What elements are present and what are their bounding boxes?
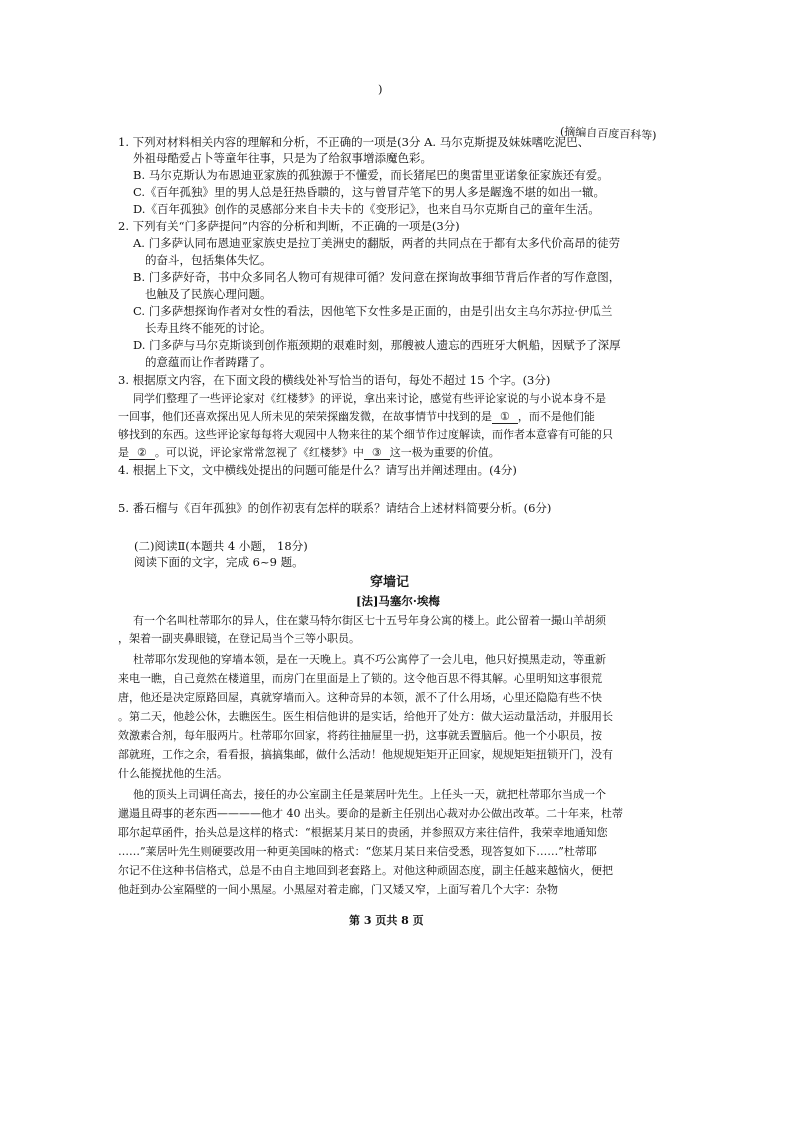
q2-option-c-cont: 长寿且终不能死的讨论。 <box>145 321 272 335</box>
answer-blank-2[interactable]: ② <box>129 446 155 460</box>
page-footer: 第 3 页共 8 页 <box>349 914 424 927</box>
story-line: 他赶到办公室隔壁的一间小黑屋。小黑屋对着走廊，门又矮又窄，上面写着几个大字：杂物 <box>118 883 558 896</box>
q4-stem: 4. 根据上下文，文中横线处提出的问题可能是什么？请写出并阐述理由。(4分) <box>118 463 517 477</box>
q2-option-b-cont: 也触及了民族心理问题。 <box>145 287 272 301</box>
q3-text: 是 <box>118 446 129 459</box>
story-line: 耶尔起草函件，抬头总是这样的格式：“根据某月某日的贵函，并参照双方来往信件，我荣幸地通知您 <box>118 826 608 839</box>
q2-option-c: C. 门多萨想探询作者对女性的看法，因他笔下女性多是正面的，由是引出女主乌尔苏拉·伊瓜兰 <box>133 304 613 318</box>
story-line: 效激素合剂，每年服两片。杜蒂耶尔回家，将药往抽屉里一扔，这事就丢置脑后。他一个小职员，按 <box>118 729 602 742</box>
story-author: [法]马塞尔·埃梅 <box>356 594 440 608</box>
q3-stem: 3. 根据原文内容，在下面文段的横线处补写恰当的语句，每处不超过 15 个字。(3分) <box>118 373 551 387</box>
story-line: 唐，他还是决定原路回屋，真就穿墙而入。这种奇异的本领，派不了什么用场，心里还隐隐有些不快 <box>118 691 602 704</box>
answer-blank-3[interactable]: ③ <box>364 446 390 460</box>
q3-text: 这一极为重要的价值。 <box>389 446 500 459</box>
q2-stem: 2. 下列有关“门多萨提问”内容的分析和判断，不正确的一项是(3分) <box>118 219 460 233</box>
story-line: 杜蒂耶尔发现他的穿墙本领，是在一天晚上。真不巧公寓停了一会儿电，他只好摸黑走动，等重新 <box>133 653 606 666</box>
q3-passage-line-4 <box>118 445 500 460</box>
q2-option-a: A. 门多萨认同布恩迪亚家族史是拉丁美洲史的翻版，两者的共同点在于都有太多代价高昂的徒劳 <box>133 236 621 250</box>
q3-passage-line-1: 同学们整理了一些评论家对《红楼梦》的评说，拿出来讨论，感觉有些评论家说的与小说本身不是 <box>133 392 606 405</box>
story-line: ……”莱居叶先生则硬要改用一种更美国味的格式：“您某月某日来信受悉，现答复如下……”杜蒂耶 <box>118 845 597 858</box>
story-line: 。第二天，他趁公休，去瞧医生。医生相信他讲的是实话，给他开了处方：做大运动量活动，并服用长 <box>118 710 613 723</box>
q3-passage-line-3: 够找到的东西。这些评论家每每将大观园中人物来往的某个细节作过度解读，而作者本意睿有可能的只 <box>118 428 613 441</box>
q1-stem: 1. 下列对材料相关内容的理解和分析，不正确的一项是(3分 A. 马尔克斯提及妹妹嗜吃泥巴、 <box>118 135 590 149</box>
top-mark: ) <box>378 82 383 96</box>
q5-stem: 5. 番石榴与《百年孤独》的创作初衷有怎样的联系？请结合上述材料简要分析。(6分) <box>118 501 552 515</box>
q1-option-b: B. 马尔克斯认为布恩迪亚家族的孤独源于不懂爱，而长猪尾巴的奥雷里亚诺象征家族还有爱。 <box>133 168 609 182</box>
q2-option-d-cont: 的意蕴而让作者踌躇了。 <box>145 355 272 369</box>
story-line: 部就班，工作之余，看看报，搞搞集邮，做什么活动！他规规矩矩开正回家，规规矩矩扭锁开门，没有 <box>118 748 613 761</box>
story-line: 尔记不住这种书信格式，总是不由自主地回到老套路上。对他这种顽固态度，副主任越来越恼火，便把 <box>118 864 613 877</box>
q3-text: 一回事，他们还喜欢探出见人所未见的荣荣探幽发微，在故事情节中找到的是 <box>118 410 492 423</box>
story-line: 有一个名叫杜蒂耶尔的异人，住在蒙马特尔街区七十五号年身公寓的楼上。此公留着一撮山羊胡须 <box>133 614 606 627</box>
source-note: (摘编自百度百科等) <box>559 125 657 143</box>
story-line: 他的顶头上司调任高去，接任的办公室副主任是莱居叶先生。上任头一天，就把杜蒂耶尔当成一个 <box>133 788 606 801</box>
q1-option-d: D.《百年孤独》创作的灵感部分来自卡夫卡的《变形记》，也来自马尔克斯自己的童年生活。 <box>133 202 600 216</box>
q2-option-b: B. 门多萨好奇，书中众多同名人物可有规律可循？发问意在探询故事细节背后作者的写作意图， <box>133 270 621 284</box>
q1-option-c: C.《百年孤独》里的男人总是狂热昏聩的，这与曾冒芹笔下的男人多是龌逸不堪的如出一辙。 <box>133 185 606 199</box>
q1-option-a-cont: 外祖母酷爱占卜等童年往事，只是为了给叙事增添魔色彩。 <box>133 151 432 165</box>
story-line: ，架着一副夹鼻眼镜，在登记局当个三等小职员。 <box>118 632 360 645</box>
story-line: 什么能搅扰他的生活。 <box>118 767 228 780</box>
q3-text: ，而不是他们能 <box>517 410 595 423</box>
story-line: 来电一瞧，自己竟然在楼道里，而房门在里面是上了锁的。这令他百思不得其解。心里明知这事很荒 <box>118 672 602 685</box>
section-instruction: 阅读下面的文字，完成 6~9 题。 <box>134 555 304 569</box>
q3-passage-line-2 <box>118 409 595 424</box>
story-line: 邋遢且碍事的老东西————他才 40 出头。要命的是新主任别出心裁对办公做出改革。二十年来，杜蒂 <box>118 807 623 820</box>
q2-option-a-cont: 的奋斗，包括集体失忆。 <box>145 253 272 267</box>
section-heading: (二)阅读Ⅱ(本题共 4 小题， 18分) <box>134 539 308 553</box>
story-title: 穿墙记 <box>370 575 410 590</box>
q3-text: 。可以说，评论家常常忽视了《红楼梦》中 <box>154 446 364 459</box>
answer-blank-1[interactable]: ① <box>492 410 518 424</box>
q2-option-d: D. 门多萨与马尔克斯谈到创作瓶颈期的艰难时刻，那艘被人遗忘的西班牙大帆船，因赋予了深厚 <box>133 338 621 352</box>
